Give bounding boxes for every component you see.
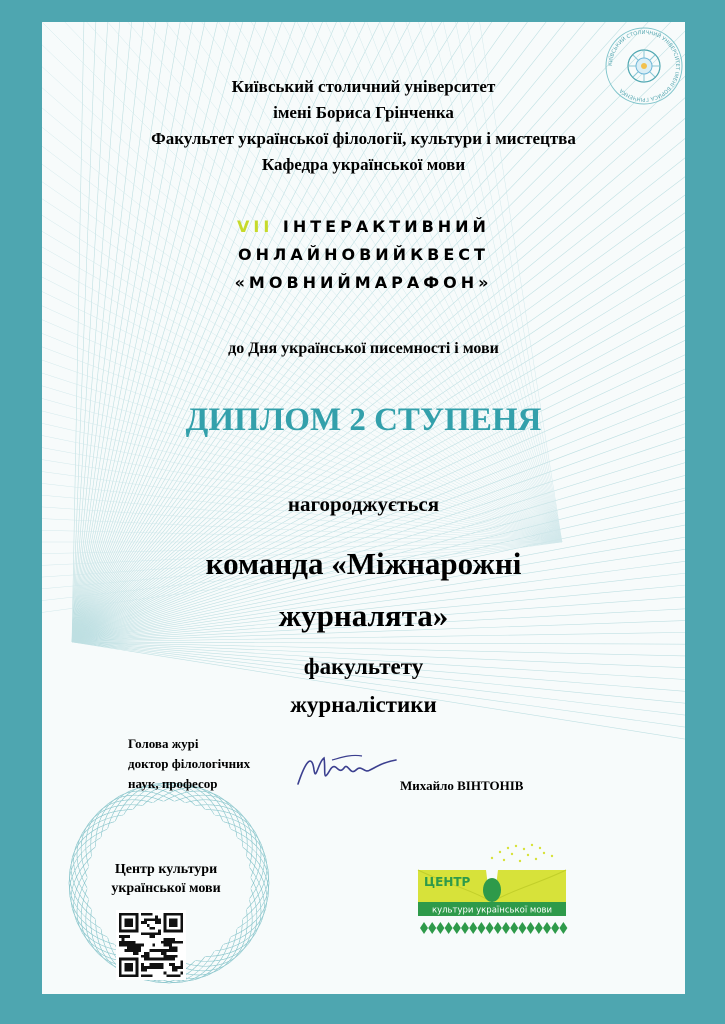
event-title: [42, 213, 685, 297]
qr-code-icon: [116, 910, 186, 980]
faculty-name: [42, 648, 685, 724]
faculty-line2: журналістики: [290, 692, 437, 717]
culture-center-name: [96, 860, 236, 898]
jury-block: [128, 734, 250, 794]
event-title-line3: «МОВНИЙМАРАФОН»: [234, 273, 493, 292]
jury-chair-name: Михайло ВІНТОНІВ: [400, 778, 524, 793]
diploma-sheet: [42, 22, 685, 994]
faculty-line1: факультету: [303, 654, 424, 679]
event-title-line1: ІНТЕРАКТИВНИЙ: [273, 217, 490, 236]
logo-word-center: ЦЕНТР: [424, 875, 471, 889]
center-logo-icon: [412, 842, 572, 938]
team-name-line2: журналята»: [278, 598, 449, 633]
event-edition: VII: [237, 217, 274, 236]
event-occasion: до Дня української писемності і мови: [228, 340, 499, 357]
seal-text: КИЇВСЬКИЙ СТОЛИЧНИЙ УНІВЕРСИТЕТ ІМЕНІ БОРИСА ГРІНЧЕНКА: [607, 29, 681, 103]
culture-center-line2: української мови: [111, 881, 221, 896]
logo-word-culture: культури української мови: [431, 905, 553, 916]
header-university: Київський столичний університет: [231, 77, 496, 96]
team-name: [42, 538, 685, 642]
awarded-label: нагороджується: [287, 492, 440, 516]
jury-role: Голова журі: [128, 736, 199, 751]
signature-icon: [292, 740, 402, 800]
culture-center-line1: Центр культури: [114, 862, 218, 877]
team-name-line1: команда «Міжнарожні: [205, 546, 522, 581]
event-title-line2: ОНЛАЙНОВИЙКВЕСТ: [238, 245, 489, 264]
university-header: [42, 74, 685, 178]
header-university-name: імені Бориса Грінченка: [273, 103, 454, 122]
header-faculty: Факультет української філології, культури і мистецтва: [151, 129, 576, 148]
header-department: Кафедра української мови: [261, 155, 466, 174]
jury-degree: доктор філологічних: [128, 756, 251, 771]
diploma-title: ДИПЛОМ 2 СТУПЕНЯ: [185, 402, 542, 438]
jury-title: наук, професор: [128, 776, 218, 791]
